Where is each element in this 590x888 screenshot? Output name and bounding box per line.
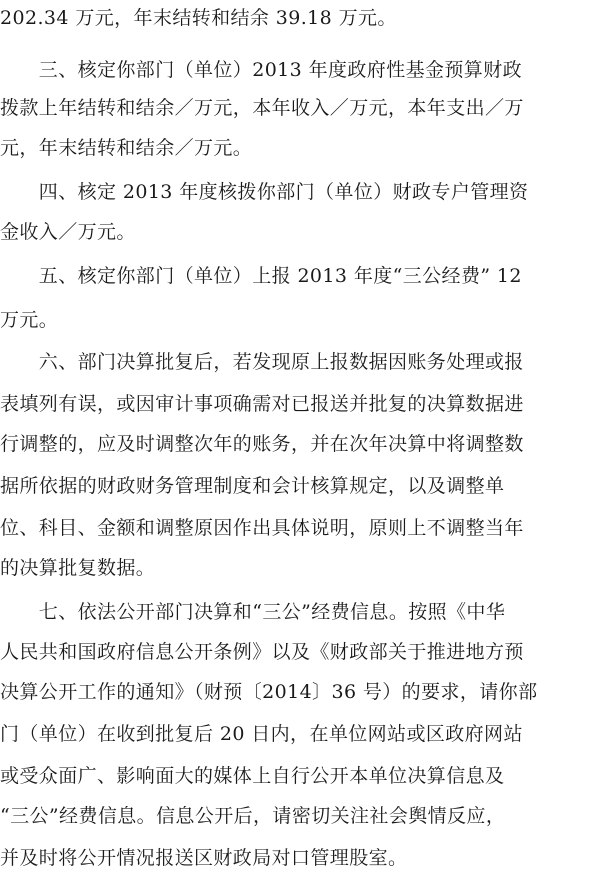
text-line: 位、科目、金额和调整原因作出具体说明，原则上不调整当年 <box>0 517 524 539</box>
text-line: 门（单位）在收到批复后 20 日内，在单位网站或区政府网站 <box>0 723 523 745</box>
text-line: 元，年末结转和结余／万元。 <box>0 137 253 159</box>
text-line: 行调整的，应及时调整次年的账务，并在次年决算中将调整数 <box>0 433 524 455</box>
text-line: 并及时将公开情况报送区财政局对口管理股室。 <box>0 847 408 869</box>
text-line: 据所依据的财政财务管理制度和会计核算规定，以及调整单 <box>0 475 505 497</box>
text-line: “三公”经费信息。信息公开后，请密切关注社会舆情反应， <box>0 805 506 827</box>
text-line: 的决算批复数据。 <box>0 557 156 579</box>
text-line: 表填列有误，或因审计事项确需对已报送并批复的决算数据进 <box>0 393 524 415</box>
text-line: 金收入／万元。 <box>0 221 136 243</box>
text-line: 万元。 <box>0 309 59 331</box>
text-line: 四、核定 2013 年度核拨你部门（单位）财政专户管理资 <box>0 181 529 203</box>
text-line: 或受众面广、影响面大的媒体上自行公开本单位决算信息及 <box>0 765 505 787</box>
text-line: 202.34 万元，年末结转和结余 39.18 万元。 <box>0 7 397 29</box>
text-line: 决算公开工作的通知》（财预〔2014〕36 号）的要求，请你部 <box>0 681 538 703</box>
text-line: 七、依法公开部门决算和“三公”经费信息。按照《中华 <box>0 601 506 623</box>
text-line: 三、核定你部门（单位）2013 年度政府性基金预算财政 <box>0 59 522 81</box>
text-line: 拨款上年结转和结余／万元，本年收入／万元，本年支出／万 <box>0 97 524 119</box>
text-line: 六、部门决算批复后，若发现原上报数据因账务处理或报 <box>0 351 524 373</box>
text-line: 五、核定你部门（单位）上报 2013 年度“三公经费” 12 <box>0 265 522 287</box>
text-line: 人民共和国政府信息公开条例》以及《财政部关于推进地方预 <box>0 641 524 663</box>
